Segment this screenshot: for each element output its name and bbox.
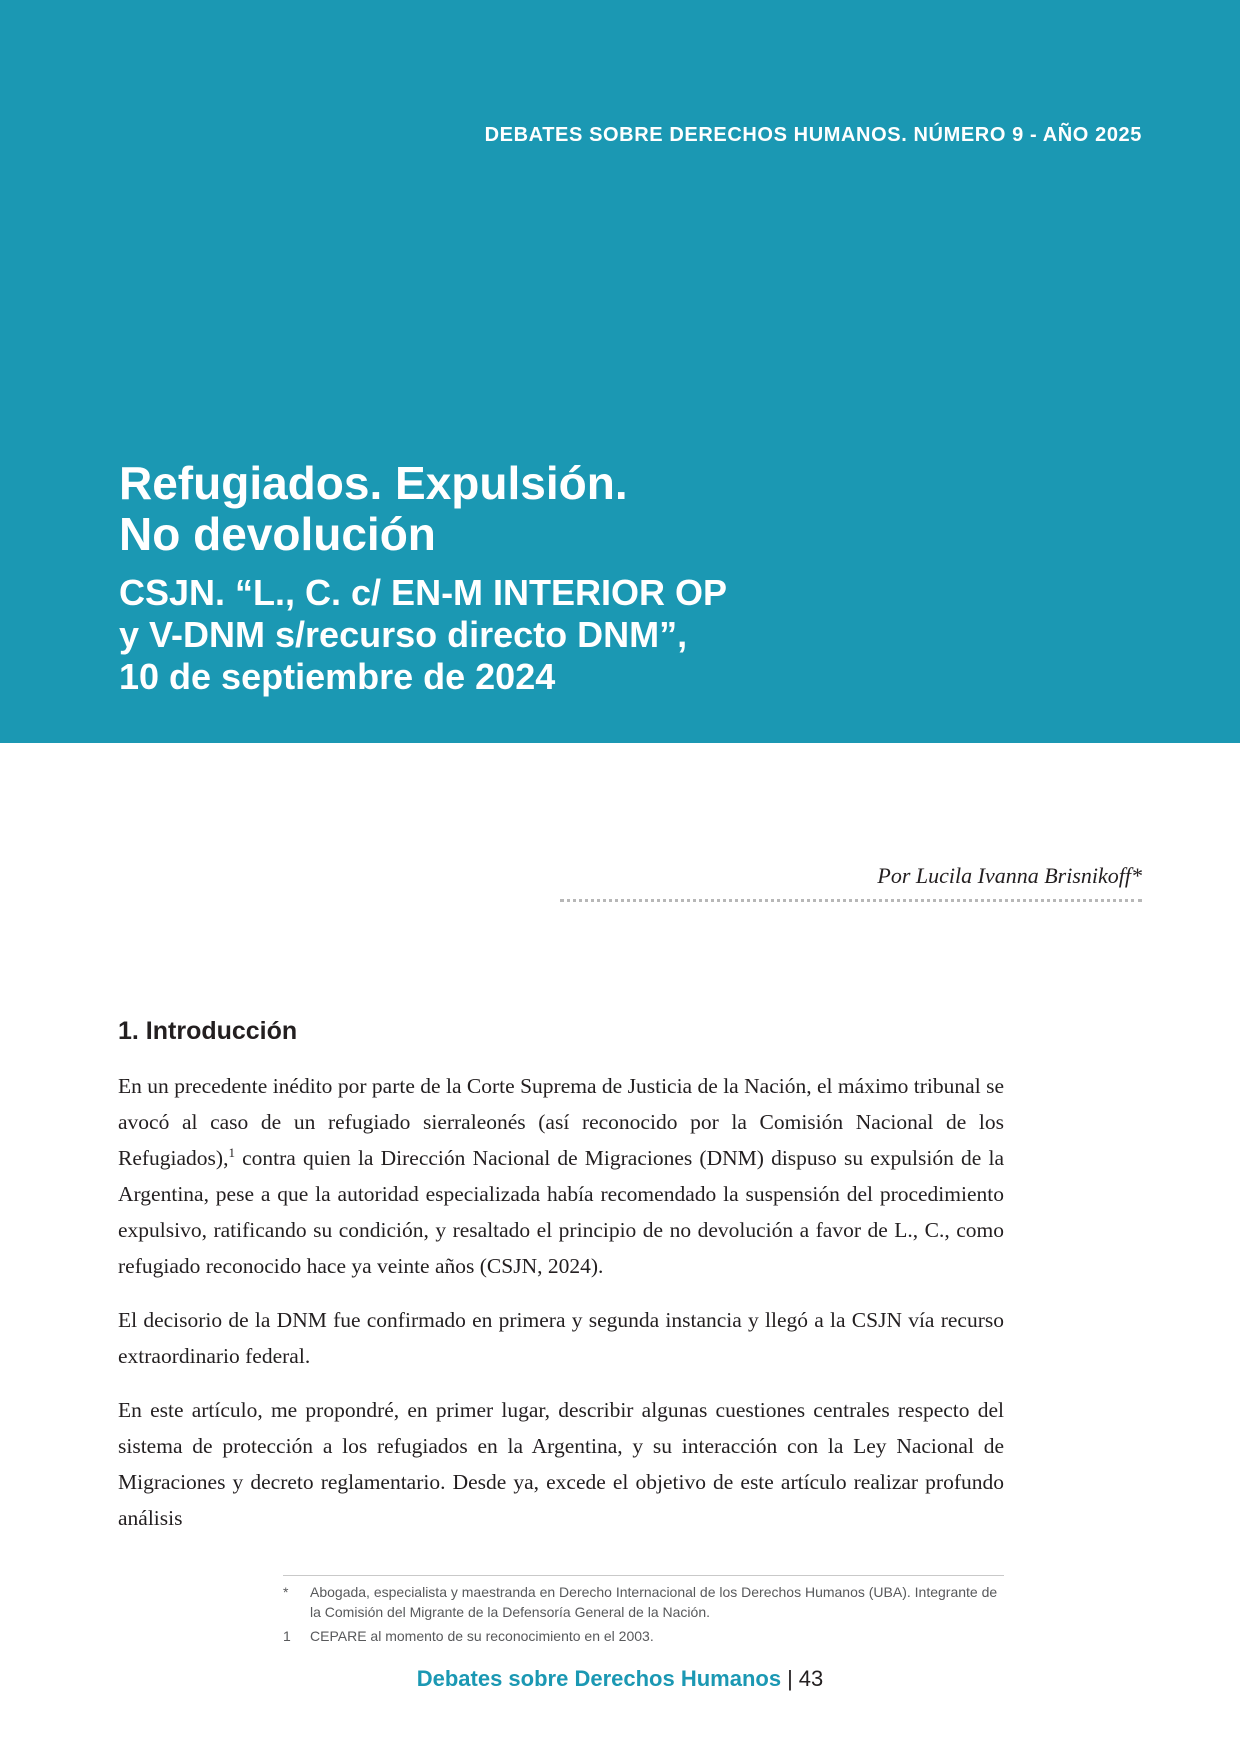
footnote-mark: 1 [283,1628,291,1644]
author-byline: Por Lucila Ivanna Brisnikoff* [877,863,1142,888]
footnotes [283,1575,1004,1650]
page-number: 43 [798,1666,824,1691]
article-title-line-2: No devolución [119,508,436,560]
author-divider [560,899,1142,902]
title-block [119,458,1119,698]
article-subtitle-line-1: CSJN. “L., C. c/ EN-M INTERIOR OP [119,572,728,613]
footer-journal-name: Debates sobre Derechos Humanos [416,1666,782,1691]
article-subtitle-line-2: y V-DNM s/recurso directo DNM”, [119,614,688,655]
footnote-mark: * [283,1584,289,1600]
paragraph-1-text-b: contra quien la Dirección Nacional de Migraciones (DNM) dispuso su expulsión de la Argentina, pese a que la autoridad especializada había recomendado la suspensión del procedimiento expulsivo, ratificando su condición, y resaltado el principio de no devolución a favor de L., C., como refugiado reconocido hace ya veinte años (CSJN, 2024). [118,1146,1004,1278]
footnote-text: Abogada, especialista y maestranda en Derecho Internacional de los Derechos Humanos (UBA). Integrante de la Comisión del Migrante de la Defensoría General de la Nación. [310,1584,998,1620]
article-body [118,1017,1004,1554]
footnote-1 [283,1626,1004,1646]
footer-separator: | [787,1666,793,1691]
paragraph-1-text-a: En un precedente inédito por parte de la Corte Suprema de Justicia de la Nación, el máximo tribunal se avocó al caso de un refugiado sierraleonés (así reconocido por la Comisión Nacional de los Refugiados), [118,1074,1004,1170]
section-heading: 1. Introducción [118,1017,298,1045]
journal-series-label: DEBATES SOBRE DERECHOS HUMANOS. NÚMERO 9 - AÑO 2025 [484,124,1142,146]
body-paragraph-1 [118,1068,1004,1284]
page-footer [0,1666,1240,1692]
footnote-text: CEPARE al momento de su reconocimiento en el 2003. [310,1628,654,1644]
header-banner [0,0,1240,743]
article-subtitle [119,572,1119,698]
body-paragraph-3: En este artículo, me propondré, en primer lugar, describir algunas cuestiones centrales respecto del sistema de protección a los refugiados en la Argentina, y su interacción con la Ley Nacional de Migraciones y decreto reglamentario. Desde ya, excede el objetivo de este artículo realizar profundo análisis [118,1398,1004,1530]
article-title-line-1: Refugiados. Expulsión. [119,457,628,509]
footnote-author [283,1582,1004,1622]
article-subtitle-line-3: 10 de septiembre de 2024 [119,656,556,697]
article-title [119,458,1119,560]
footnote-ref-1[interactable]: 1 [228,1144,235,1160]
body-paragraph-2: El decisorio de la DNM fue confirmado en primera y segunda instancia y llegó a la CSJN vía recurso extraordinario federal. [118,1308,1004,1368]
